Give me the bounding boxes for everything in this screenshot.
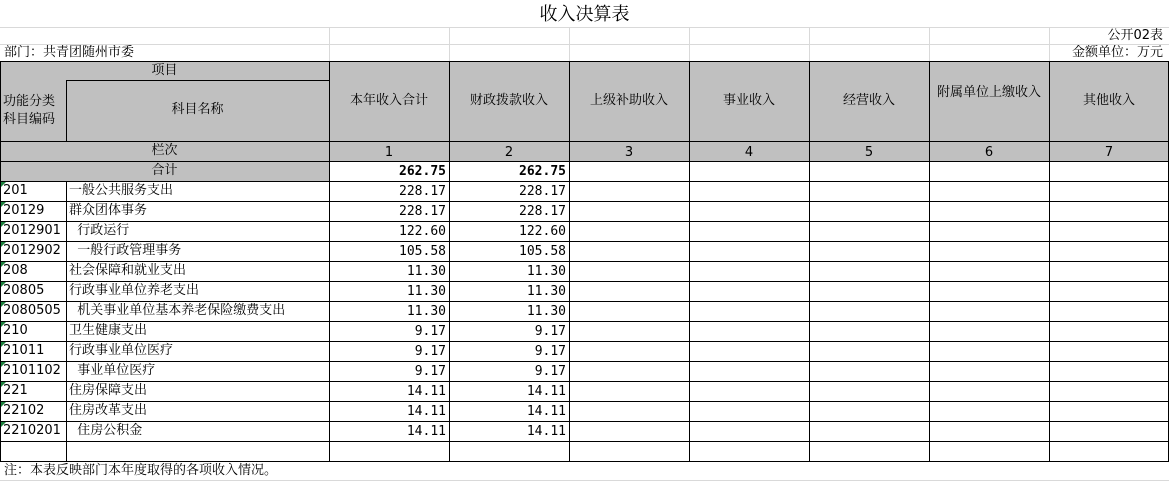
row-col-1: 9.17 <box>414 324 446 339</box>
cell-marker-icon <box>1 222 6 227</box>
unit-label: 金额单位：万元 <box>1071 45 1163 60</box>
total-col-1: 262.75 <box>399 164 446 179</box>
header-col-5: 经营收入 <box>842 93 895 108</box>
col-num-5: 5 <box>864 145 874 160</box>
table-border <box>449 61 450 461</box>
header-col-4: 事业收入 <box>722 93 775 108</box>
row-col-2: 228.17 <box>519 184 566 199</box>
table-border <box>0 61 1169 62</box>
sheet-gridline <box>1049 27 1050 61</box>
table-border <box>0 201 1169 202</box>
row-subject-name: 机关事业单位基本养老保险缴费支出 <box>69 303 286 318</box>
header-col-6: 附属单位上缴收入 <box>936 85 1041 100</box>
table-border <box>0 461 1169 462</box>
row-col-1: 105.58 <box>399 244 446 259</box>
row-subject-name: 一般公共服务支出 <box>69 183 174 198</box>
table-border <box>0 141 1169 142</box>
table-border <box>0 361 1169 362</box>
sheet-gridline <box>449 27 450 61</box>
row-col-1: 14.11 <box>406 404 446 419</box>
row-col-2: 14.11 <box>526 384 566 399</box>
sheet-gridline <box>929 27 930 61</box>
total-col-2: 262.75 <box>519 164 566 179</box>
row-subject-name: 行政运行 <box>69 223 130 238</box>
row-col-2: 228.17 <box>519 204 566 219</box>
table-border <box>0 381 1169 382</box>
table-border <box>569 61 570 461</box>
row-col-1: 11.30 <box>406 304 446 319</box>
lanci-label: 栏次 <box>151 143 178 158</box>
table-border <box>0 281 1169 282</box>
sheet-gridline <box>809 27 810 61</box>
cell-marker-icon <box>1 202 6 207</box>
row-col-2: 11.30 <box>526 284 566 299</box>
header-col-7: 其他收入 <box>1082 93 1135 108</box>
row-col-2: 122.60 <box>519 224 566 239</box>
department-label: 部门：共青团随州市委 <box>4 45 135 60</box>
col-num-1: 1 <box>384 145 394 160</box>
row-code: 221 <box>3 383 28 398</box>
row-col-1: 228.17 <box>399 204 446 219</box>
table-border <box>689 61 690 461</box>
row-col-1: 9.17 <box>414 344 446 359</box>
row-code: 2101102 <box>3 363 61 378</box>
row-col-2: 105.58 <box>519 244 566 259</box>
table-border <box>66 80 67 141</box>
row-code: 201 <box>3 183 28 198</box>
cell-marker-icon <box>1 362 6 367</box>
table-border <box>0 61 1 461</box>
row-subject-name: 群众团体事务 <box>69 203 148 218</box>
row-col-1: 14.11 <box>406 424 446 439</box>
header-func-code: 功能分类科目编码 <box>3 94 56 127</box>
table-border <box>929 61 930 461</box>
cell-marker-icon <box>1 322 6 327</box>
row-col-2: 14.11 <box>526 424 566 439</box>
table-border <box>0 261 1169 262</box>
cell-marker-icon <box>1 182 6 187</box>
row-col-2: 11.30 <box>526 304 566 319</box>
cell-marker-icon <box>1 242 6 247</box>
cell-marker-icon <box>1 302 6 307</box>
cell-marker-icon <box>1 262 6 267</box>
col-num-7: 7 <box>1104 145 1114 160</box>
page-title: 收入决算表 <box>539 4 630 25</box>
sheet-gridline <box>329 27 330 61</box>
row-subject-name: 住房改革支出 <box>69 403 148 418</box>
table-border <box>0 321 1169 322</box>
table-border <box>329 61 330 461</box>
col-num-4: 4 <box>744 145 754 160</box>
table-border <box>0 441 1169 442</box>
row-col-1: 11.30 <box>406 284 446 299</box>
sheet-gridline <box>569 27 570 61</box>
row-col-2: 9.17 <box>534 324 566 339</box>
row-subject-name: 一般行政管理事务 <box>69 243 182 258</box>
table-border <box>0 181 1169 182</box>
table-border <box>0 301 1169 302</box>
row-code: 21011 <box>3 343 45 358</box>
row-subject-name: 行政事业单位医疗 <box>69 343 174 358</box>
table-border <box>0 341 1169 342</box>
table-border <box>0 161 1169 162</box>
row-code: 2012902 <box>3 243 61 258</box>
row-col-1: 9.17 <box>414 364 446 379</box>
table-border <box>66 80 329 81</box>
col-num-6: 6 <box>984 145 994 160</box>
row-subject-name: 社会保障和就业支出 <box>69 263 187 278</box>
table-border <box>66 181 67 461</box>
table-border <box>809 61 810 461</box>
header-col-2: 财政拨款收入 <box>469 93 548 108</box>
table-border <box>0 421 1169 422</box>
table-border <box>0 241 1169 242</box>
table-border <box>1049 61 1050 461</box>
cell-marker-icon <box>1 282 6 287</box>
row-col-1: 11.30 <box>406 264 446 279</box>
total-label: 合计 <box>151 163 178 178</box>
row-col-1: 14.11 <box>406 384 446 399</box>
row-subject-name: 行政事业单位养老支出 <box>69 283 200 298</box>
row-col-1: 228.17 <box>399 184 446 199</box>
col-num-2: 2 <box>504 145 514 160</box>
header-subject-name: 科目名称 <box>171 102 224 117</box>
row-subject-name: 住房保障支出 <box>69 383 148 398</box>
col-num-3: 3 <box>624 145 634 160</box>
sheet-gridline <box>0 44 1169 45</box>
footnote: 注：本表反映部门本年度取得的各项收入情况。 <box>4 463 278 478</box>
row-code: 210 <box>3 323 28 338</box>
table-border <box>0 401 1169 402</box>
cell-marker-icon <box>1 382 6 387</box>
header-col-3: 上级补助收入 <box>589 93 668 108</box>
sheet-gridline <box>689 27 690 61</box>
cell-marker-icon <box>1 342 6 347</box>
row-code: 20805 <box>3 283 45 298</box>
row-code: 2080505 <box>3 303 61 318</box>
row-subject-name: 住房公积金 <box>69 423 143 438</box>
cell-marker-icon <box>1 402 6 407</box>
row-col-1: 122.60 <box>399 224 446 239</box>
row-col-2: 11.30 <box>526 264 566 279</box>
row-code: 2012901 <box>3 223 61 238</box>
row-subject-name: 事业单位医疗 <box>69 363 156 378</box>
row-code: 20129 <box>3 203 45 218</box>
sheet-gridline <box>0 27 1169 28</box>
row-col-2: 9.17 <box>534 364 566 379</box>
row-code: 2210201 <box>3 423 61 438</box>
row-col-2: 14.11 <box>526 404 566 419</box>
row-code: 208 <box>3 263 28 278</box>
row-col-2: 9.17 <box>534 344 566 359</box>
row-code: 22102 <box>3 403 45 418</box>
form-code: 公开02表 <box>1107 28 1163 43</box>
cell-marker-icon <box>1 422 6 427</box>
row-subject-name: 卫生健康支出 <box>69 323 148 338</box>
header-item: 项目 <box>151 63 178 78</box>
header-col-1: 本年收入合计 <box>349 93 428 108</box>
table-border <box>0 221 1169 222</box>
